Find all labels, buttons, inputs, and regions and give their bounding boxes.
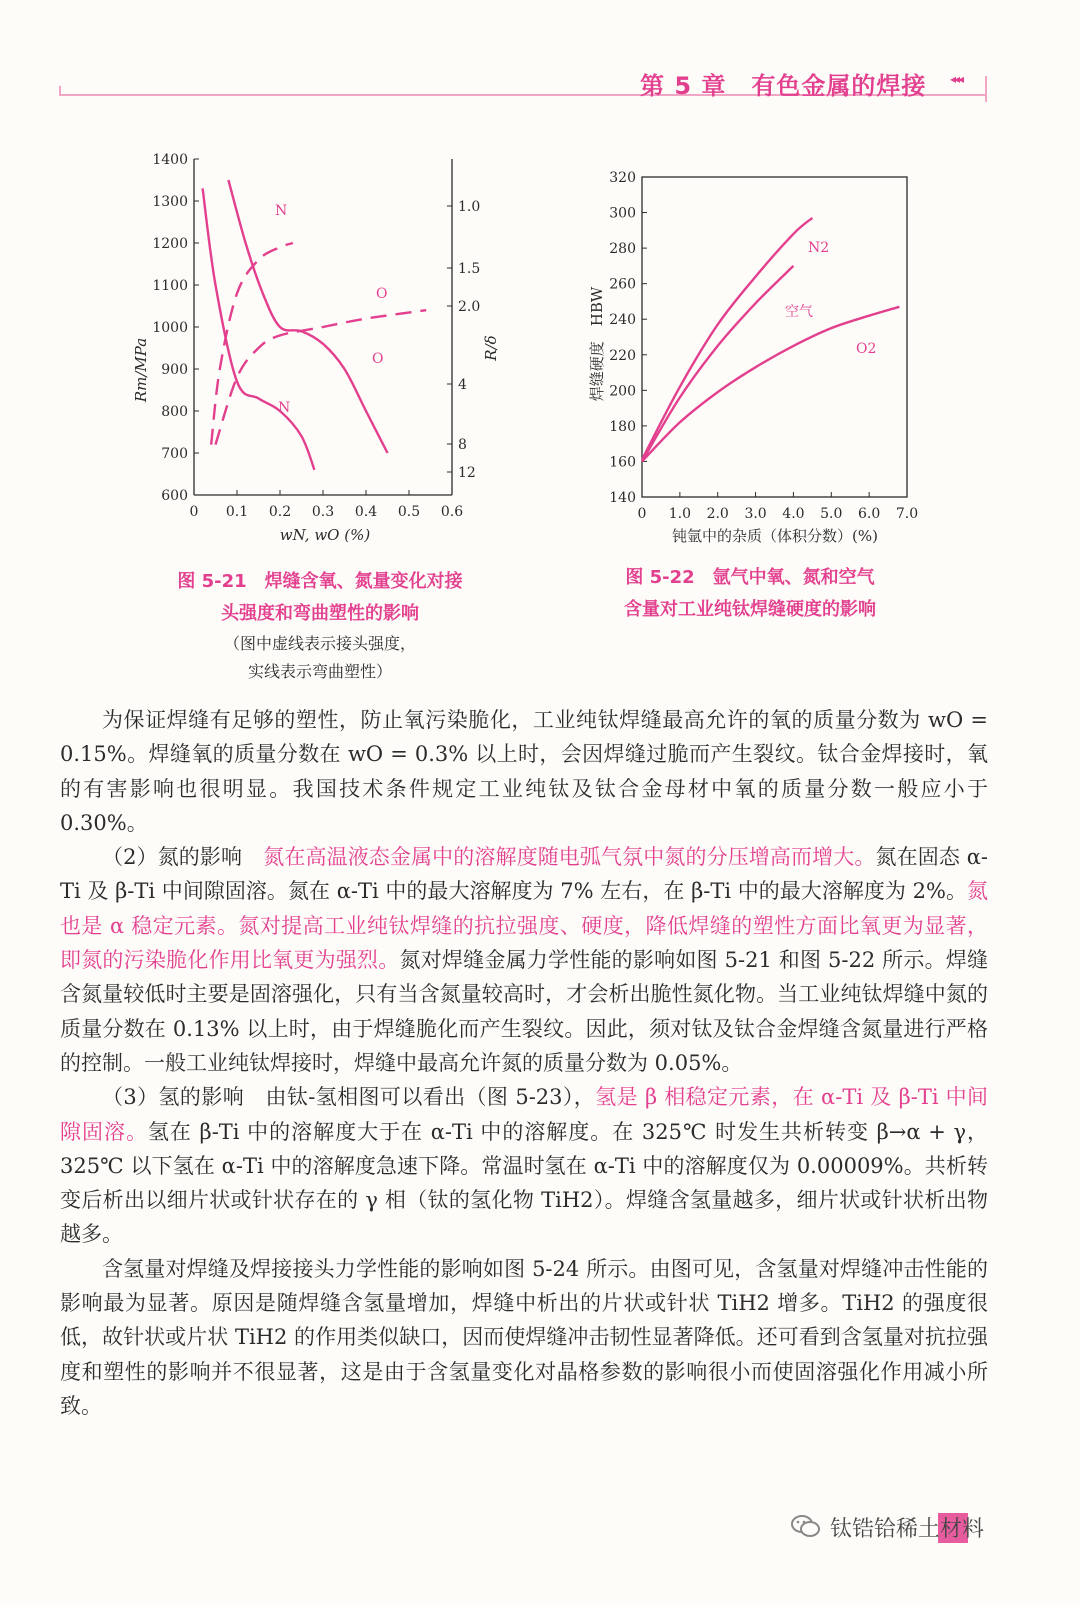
fig22-y-tick-label: 320 <box>609 170 636 186</box>
figure-5-21-plot <box>120 140 540 560</box>
fig21-y-right-tick-label: 1.0 <box>458 199 481 215</box>
fig22-y-tick-label: 200 <box>609 383 636 400</box>
fig21-series-dashed-O <box>216 310 427 444</box>
fig21-y-left-tick-label: 600 <box>161 488 188 504</box>
fig21-y-right-tick-label: 8 <box>458 437 467 453</box>
fig22-y-tick-label: 140 <box>609 490 636 506</box>
fig22-y-tick-label: 180 <box>609 418 636 435</box>
figure-5-21-caption-line2: 头强度和弯曲塑性的影响 <box>221 603 419 624</box>
fig21-y-right-tick-label: 4 <box>458 377 467 393</box>
fig21-xlabel: wN, wO (%) <box>279 526 371 544</box>
fig22-y-tick-label: 280 <box>609 241 636 258</box>
paragraph-nitrogen-heading: （2）氮的影响 <box>102 845 264 870</box>
fig21-y-left-tick-label: 1200 <box>152 236 188 252</box>
fig22-label-n2: N2 <box>808 240 830 256</box>
paragraph-nitrogen <box>60 840 988 1080</box>
watermark <box>790 1506 1050 1546</box>
fig22-series-空气 <box>642 266 793 462</box>
paragraph-hydrogen-heading: （3）氢的影响 由钛-氢相图可以看出（图 5-23）， <box>102 1085 596 1110</box>
fig21-x-tick-label: 0.4 <box>354 504 378 520</box>
figure-5-21 <box>120 140 540 560</box>
fig21-y-right-tick-label: 1.5 <box>458 261 481 277</box>
fig21-ylabel-right: R/δ <box>482 335 500 361</box>
fig22-series-N2 <box>642 218 812 460</box>
fig21-series-solid-N <box>203 188 315 469</box>
fig21-x-tick-label: 0 <box>189 504 199 520</box>
fig22-x-tick-label: 0 <box>637 506 647 522</box>
fig21-label-o-dashed: O <box>376 286 388 302</box>
paragraph-hydrogen <box>60 1080 988 1251</box>
figure-5-21-note-line2: 实线表示弯曲塑性） <box>247 662 392 681</box>
fig21-y-right-tick-label: 2.0 <box>458 299 481 315</box>
fig21-y-left-tick-label: 1300 <box>152 194 188 210</box>
fig22-y-tick-label: 260 <box>609 276 636 293</box>
fig22-xlabel: 钝氩中的杂质（体积分数）(%) <box>672 527 878 545</box>
chapter-title: 第 5 章 有色金属的焊接 <box>640 72 927 100</box>
fig22-x-tick-label: 4.0 <box>782 506 805 522</box>
fig21-y-left-tick-label: 1100 <box>152 278 188 294</box>
figure-5-21-caption <box>130 566 510 686</box>
fig22-x-tick-label: 3.0 <box>744 506 767 522</box>
fig21-y-left-tick-label: 1000 <box>152 320 188 336</box>
fig21-series-solid-O <box>228 180 387 453</box>
fig22-label-air: 空气 <box>785 304 813 320</box>
fig22-x-tick-label: 6.0 <box>858 506 881 522</box>
watermark-text: 钛锆铪稀土材料 <box>830 1517 985 1542</box>
fig21-ylabel-left: Rm/MPa <box>132 337 150 403</box>
paragraph-hydrogen-effect: 含氢量对焊缝及焊接接头力学性能的影响如图 5-24 所示。由图可见，含氢量对焊缝冲击性能的影响最为显著。原因是随焊缝含氢量增加，焊缝中析出的片状或针状 TiH2 增多。TiH2 的强度很低，故针状或片状 TiH2 的作用类似缺口，因而使焊缝冲击韧性显著降低。还可看到含氢量对抗拉强度和塑性的影响并不很显著，这是由于含氢量变化对晶格参数的影响很小而使固溶强化作用减小所致。 <box>60 1256 988 1418</box>
fig21-y-right-tick-label: 12 <box>458 465 476 481</box>
fig21-x-tick-label: 0.1 <box>225 504 249 520</box>
fig21-y-left-tick-label: 700 <box>161 446 188 462</box>
fig21-y-left-tick-label: 900 <box>161 362 188 378</box>
figure-5-22-caption-line1: 图 5-22 氩气中氧、氮和空气 <box>625 567 875 588</box>
fig21-x-tick-label: 0.6 <box>440 504 464 520</box>
fig21-label-n-solid: N <box>278 400 291 416</box>
fig22-x-tick-label: 2.0 <box>706 506 729 522</box>
fig21-label-n-dashed: N <box>275 203 288 219</box>
figure-5-21-caption-line1: 图 5-21 焊缝含氧、氮量变化对接 <box>177 571 463 592</box>
paragraph-hydrogen-text: 氢在 β-Ti 中的溶解度大于在 α-Ti 中的溶解度。在 325℃ 时发生共析转变 β→α + γ，325℃ 以下氢在 α-Ti 中的溶解度急速下降。常温时氢在 α-Ti 中的溶解度仅为 0.00009%。共析转变后析出以细片状或针状存在的 γ 相（钛的氢化物 TiH2）。焊缝含氢量越多，细片状或针状析出物越多。 <box>60 1119 988 1247</box>
fig22-label-o2: O2 <box>856 341 877 357</box>
fig22-x-tick-label: 5.0 <box>820 506 843 522</box>
paragraph-hydrogen-highlight: 氢是 β 相稳定元素，在 α-Ti 及 β-Ti 中间隙固溶。 <box>60 1085 989 1144</box>
header-arrows-icon: ◂◂◂ <box>950 72 963 86</box>
fig22-y-tick-label: 240 <box>609 312 636 329</box>
fig22-x-tick-label: 7.0 <box>895 506 919 522</box>
header-rule-tick-right <box>985 76 987 102</box>
fig22-y-tick-label: 220 <box>609 347 636 364</box>
figure-5-22-caption <box>590 562 910 626</box>
fig21-y-left-tick-label: 1400 <box>152 152 188 168</box>
fig21-y-left-tick-label: 800 <box>161 404 188 420</box>
figure-5-22-caption-line2: 含量对工业纯钛焊缝硬度的影响 <box>624 599 876 620</box>
paragraph-oxygen: 为保证焊缝有足够的塑性，防止氧污染脆化，工业纯钛焊缝最高允许的氧的质量分数为 wO = 0.15%。焊缝氧的质量分数在 wO = 0.3% 以上时，会因焊缝过脆而产生裂纹。钛合金焊接时，氧的有害影响也很明显。我国技术条件规定工业纯钛及钛合金母材中氧的质量分数一般应小于 0.30%。 <box>60 708 988 835</box>
paragraph-nitrogen-highlight-1: 氮在高温液态金属中的溶解度随电弧气氛中氮的分压增高而增大。 <box>263 845 876 870</box>
figure-5-22-plot <box>580 160 940 560</box>
paragraph-nitrogen-text-2: 氮对焊缝金属力学性能的影响如图 5-21 和图 5-22 所示。焊缝含氮量较低时主要是固溶强化，只有当含氮量较高时，才会析出脆性氮化物。当工业纯钛焊缝中氮的质量分数在 0.13% 以上时，由于焊缝脆化而产生裂纹。因此，须对钛及钛合金焊缝含氮量进行严格的控制。一般工业纯钛焊接时，焊缝中最高允许氮的质量分数为 0.05%。 <box>60 948 989 1075</box>
fig22-x-tick-label: 1.0 <box>668 506 691 522</box>
paragraph-nitrogen-highlight-2: 氮也是 α 稳定元素。氮对提高工业纯钛焊缝的抗拉强度、硬度，降低焊缝的塑性方面比氧更为显著，即氮的污染脆化作用比氧更为强烈。 <box>60 879 988 973</box>
fig21-label-o-solid: O <box>372 351 384 367</box>
fig21-x-tick-label: 0.2 <box>268 504 292 520</box>
fig21-x-tick-label: 0.3 <box>311 504 335 520</box>
body-text <box>60 703 988 1423</box>
fig22-ylabel: 焊缝硬度 HBW <box>588 286 606 402</box>
figure-5-21-note-line1: （图中虚线表示接头强度， <box>223 634 416 653</box>
fig21-x-tick-label: 0.5 <box>397 504 421 520</box>
fig22-y-tick-label: 160 <box>609 454 636 471</box>
figure-5-22 <box>580 160 940 560</box>
fig22-y-tick-label: 300 <box>609 205 636 222</box>
fig22-plot-frame <box>642 177 907 497</box>
paragraph-nitrogen-text-1: 氮在固态 α-Ti 及 β-Ti 中间隙固溶。氮在 α-Ti 中的最大溶解度为 7% 左右，在 β-Ti 中的最大溶解度为 2%。 <box>60 845 988 904</box>
